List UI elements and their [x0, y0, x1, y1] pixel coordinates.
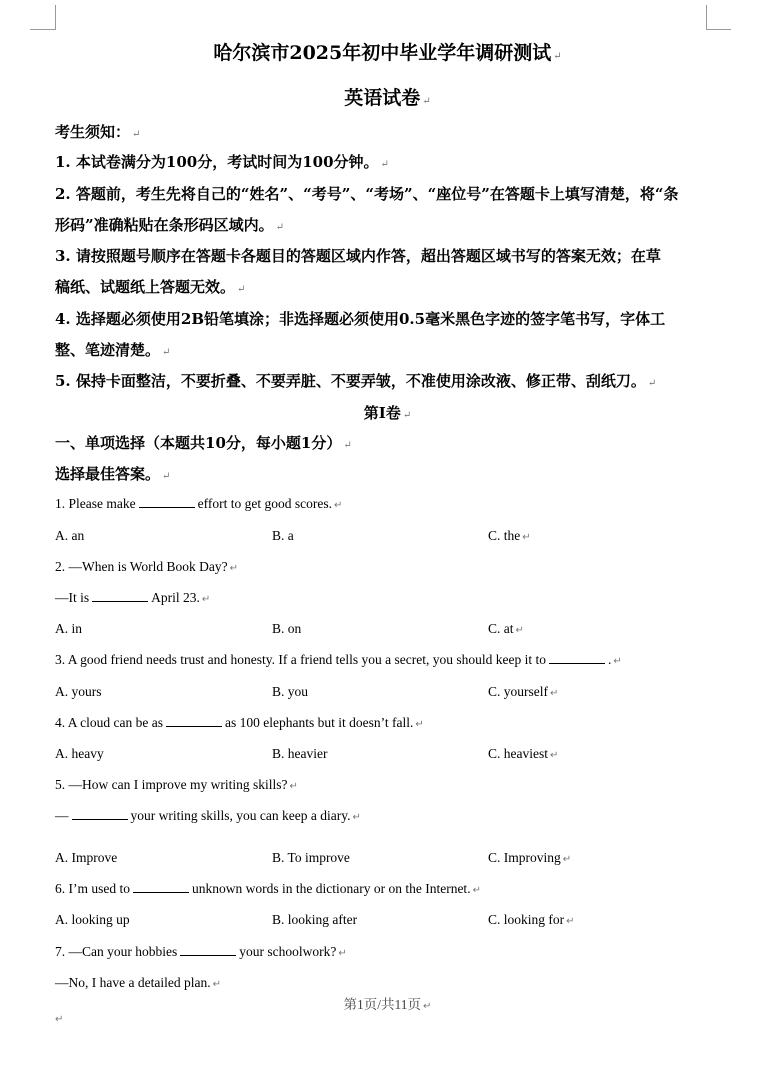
stem-text: 2. —When is World Book Day?	[55, 559, 228, 574]
option-text: C. at	[488, 621, 514, 636]
notice-line-5	[55, 276, 245, 297]
option-text: C. looking for	[488, 912, 565, 927]
question-3-stem	[55, 652, 622, 668]
question-2-stem	[55, 590, 210, 606]
paragraph-mark-icon: ↵	[201, 594, 211, 605]
instruction-text: 选择最佳答案。	[55, 465, 161, 483]
question-6-option-a	[55, 912, 130, 928]
paragraph-mark-icon: ↵	[212, 979, 221, 990]
question-4-option-a	[55, 746, 104, 762]
question-2-option-a	[55, 621, 82, 637]
question-5-line-1	[55, 777, 298, 793]
notice-heading	[55, 121, 140, 142]
notice-line-1	[55, 151, 389, 172]
crop-mark-top-right-h	[706, 29, 731, 30]
option-text: B. on	[272, 621, 302, 636]
answer-blank	[166, 715, 222, 727]
notice-text: 稿纸、试题纸上答题无效。	[55, 278, 236, 296]
stem-text: your writing skills, you can keep a diary.	[130, 808, 351, 823]
paragraph-mark-icon: ↵	[402, 410, 412, 421]
notice-line-2	[55, 183, 679, 204]
question-5-option-c	[488, 850, 571, 866]
paragraph-mark-icon: ↵	[422, 96, 431, 107]
option-text: A. looking up	[55, 912, 130, 927]
question-7-stem	[55, 944, 347, 960]
paragraph-mark-icon: ↵	[550, 688, 559, 699]
paragraph-mark-icon: ↵	[647, 378, 657, 389]
notice-text: 整、笔迹清楚。	[55, 341, 161, 359]
notice-line-7	[55, 339, 170, 360]
part-heading	[55, 432, 352, 453]
stem-text: April 23.	[151, 590, 200, 605]
stem-text: 3. A good friend needs trust and honesty. If a friend tells you a secret, you should keep it to	[55, 652, 547, 667]
answer-blank	[133, 881, 189, 893]
notice-text: 3. 请按照题号顺序在答题卡各题目的答题区域内作答，超出答题区域书写的答案无效；在草	[55, 247, 661, 265]
paragraph-mark-icon: ↵	[415, 719, 424, 730]
crop-mark-top-right-v	[706, 5, 707, 30]
paragraph-mark-icon: ↵	[352, 812, 361, 823]
paragraph-mark-icon: ↵	[566, 916, 575, 927]
title-text: 哈尔滨市2025年初中毕业学年调研测试	[213, 42, 552, 64]
stem-text: —	[55, 808, 69, 823]
paragraph-mark-icon: ↵	[338, 948, 347, 959]
question-5-option-a	[55, 850, 117, 866]
answer-blank	[72, 808, 128, 820]
question-6-option-c	[488, 912, 575, 928]
question-2-option-b	[272, 621, 301, 637]
paragraph-mark-icon: ↵	[562, 854, 572, 865]
notice-text: 形码”准确粘贴在条形码区域内。	[55, 216, 274, 234]
paragraph-mark-icon: ↵	[550, 750, 559, 761]
notice-text: 1. 本试卷满分为100分，考试时间为100分钟。	[55, 153, 379, 171]
paragraph-mark-icon: ↵	[423, 1001, 432, 1012]
stem-text: 1. Please make	[55, 496, 136, 511]
question-1-option-b	[272, 528, 294, 544]
volume-text: 第Ⅰ卷	[363, 404, 401, 422]
question-1-option-c	[488, 528, 531, 544]
crop-mark-top-left-v	[55, 5, 56, 30]
question-3-option-c	[488, 684, 558, 700]
subtitle-text: 英语试卷	[344, 87, 421, 109]
option-text: A. an	[55, 528, 85, 543]
instruction	[55, 463, 170, 484]
page-number-text: 第1页/共11页	[343, 997, 422, 1012]
question-4-option-c	[488, 746, 558, 762]
option-text: A. yours	[55, 684, 102, 699]
question-5-stem	[55, 808, 361, 824]
question-3-option-a	[55, 684, 102, 700]
question-5-option-b	[272, 850, 350, 866]
option-text: C. the	[488, 528, 521, 543]
trailing-paragraph-mark	[55, 1010, 63, 1026]
paragraph-mark-icon: ↵	[162, 347, 171, 358]
option-text: C. yourself	[488, 684, 548, 699]
stem-text: unknown words in the dictionary or on the Internet.	[192, 881, 471, 896]
page-footer	[0, 993, 775, 1013]
question-7-line-2	[55, 975, 221, 991]
option-text: A. heavy	[55, 746, 104, 761]
notice-text: 5. 保持卡面整洁，不要折叠、不要弄脏、不要弄皱，不准使用涂改液、修正带、刮纸刀。	[55, 372, 646, 390]
question-1-stem	[55, 496, 342, 512]
notice-line-8	[55, 370, 656, 391]
stem-text: as 100 elephants but it doesn’t fall.	[224, 715, 414, 730]
stem-text: —No, I have a detailed plan.	[55, 975, 211, 990]
question-3-option-b	[272, 684, 308, 700]
part-heading-text: 一、单项选择（本题共10分，每小题1分）	[55, 434, 342, 452]
paragraph-mark-icon: ↵	[229, 563, 239, 574]
paragraph-mark-icon: ↵	[343, 440, 352, 451]
stem-text: 4. A cloud can be as	[55, 715, 163, 730]
stem-text: 6. I’m used to	[55, 881, 130, 896]
question-4-option-b	[272, 746, 327, 762]
stem-text: —It is	[55, 590, 90, 605]
notice-line-6	[55, 308, 665, 329]
question-6-stem	[55, 881, 481, 897]
stem-text: .	[608, 652, 612, 667]
paragraph-mark-icon: ↵	[275, 222, 285, 233]
paragraph-mark-icon: ↵	[472, 885, 481, 896]
option-text: B. heavier	[272, 746, 328, 761]
paragraph-mark-icon: ↵	[380, 159, 389, 170]
answer-blank	[549, 652, 605, 664]
option-text: B. To improve	[272, 850, 350, 865]
crop-mark-top-left-h	[30, 29, 55, 30]
question-1-option-a	[55, 528, 84, 544]
question-2-line-1	[55, 559, 238, 575]
option-text: A. Improve	[55, 850, 118, 865]
paragraph-mark-icon: ↵	[237, 284, 246, 295]
paragraph-mark-icon: ↵	[162, 471, 171, 482]
paragraph-mark-icon: ↵	[132, 129, 141, 140]
paragraph-mark-icon: ↵	[333, 500, 343, 511]
notice-heading-text: 考生须知：	[55, 123, 131, 141]
paragraph-mark-icon: ↵	[522, 532, 531, 543]
paragraph-mark-icon: ↵	[613, 656, 622, 667]
stem-text: effort to get good scores.	[197, 496, 332, 511]
question-6-option-b	[272, 912, 357, 928]
stem-text: 7. —Can your hobbies	[55, 944, 178, 959]
paragraph-mark-icon: ↵	[515, 625, 524, 636]
stem-text: your schoolwork?	[239, 944, 337, 959]
option-text: C. Improving	[488, 850, 561, 865]
notice-line-3	[55, 214, 284, 235]
volume-heading	[0, 402, 775, 423]
answer-blank	[139, 496, 195, 508]
option-text: B. you	[272, 684, 309, 699]
question-4-stem	[55, 715, 424, 731]
notice-text: 2. 答题前，考生先将自己的“姓名”、“考号”、“考场”、“座位号”在答题卡上填写清楚，将“条	[55, 185, 679, 203]
option-text: B. a	[272, 528, 294, 543]
page-subtitle	[0, 83, 775, 110]
paragraph-mark-icon: ↵	[289, 781, 298, 792]
stem-text: 5. —How can I improve my writing skills?	[55, 777, 288, 792]
question-2-option-c	[488, 621, 524, 637]
answer-blank	[92, 590, 148, 602]
option-text: C. heaviest	[488, 746, 548, 761]
notice-text: 4. 选择题必须使用2B铅笔填涂；非选择题必须使用0.5毫米黑色字迹的签字笔书写，字体工	[55, 310, 666, 328]
page-title	[0, 38, 775, 65]
paragraph-mark-icon: ↵	[553, 51, 562, 62]
option-text: A. in	[55, 621, 82, 636]
notice-line-4	[55, 245, 661, 266]
paragraph-mark-icon: ↵	[55, 1014, 64, 1025]
option-text: B. looking after	[272, 912, 358, 927]
answer-blank	[180, 944, 236, 956]
